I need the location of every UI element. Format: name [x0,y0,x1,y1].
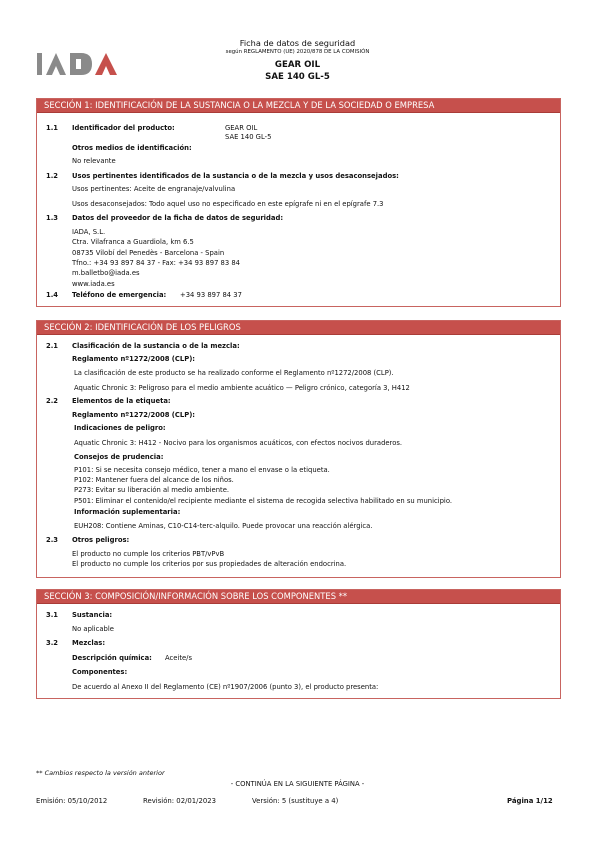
item-label: Teléfono de emergencia: [72,291,167,299]
text-line: EUH208: Contiene Aminas, C10-C14-terc-alquilo. Puede provocar una reacción alérgica. [74,522,373,530]
text-line: P102: Mantener fuera del alcance de los niños. [74,476,234,484]
text-line: Aquatic Chronic 3: Peligroso para el medio ambiente acuático — Peligro crónico, categoría 3, H412 [74,384,410,392]
product-name-line1: GEAR OIL [274,60,321,70]
subheading: Reglamento nº1272/2008 (CLP): [72,355,196,363]
item-number: 3.1 [46,611,59,619]
text-line: Usos desaconsejados: Todo aquel uso no especificado en este epígrafe ni en el epígrafe 7.3 [72,200,384,208]
section-1-heading: SECCIÓN 1: IDENTIFICACIÓN DE LA SUSTANCIA O LA MEZCLA Y DE LA SOCIEDAD O EMPRESA [37,99,560,113]
item-number: 1.2 [46,172,59,180]
item-number: 2.3 [46,536,59,544]
item-label: Identificador del producto: [72,124,175,132]
item-label: Otros peligros: [72,536,130,544]
supplier-email[interactable]: m.balletbo@iada.es [72,269,140,277]
item-label: Usos pertinentes identificados de la sustancia o de la mezcla y usos desaconsejados: [72,172,399,180]
item-label: Elementos de la etiqueta: [72,397,171,405]
text-line: P273: Evitar su liberación al medio ambiente. [74,486,230,494]
chem-description-value: Aceite/s [165,654,193,662]
product-name-line2: SAE 140 GL-5 [265,72,330,82]
product-value-1: GEAR OIL [225,124,258,132]
item-label: Mezclas: [72,639,106,647]
page-number: Página 1/12 [507,797,553,805]
item-label: Sustancia: [72,611,113,619]
supplier-line: Tfno.: +34 93 897 84 37 - Fax: +34 93 897 83 84 [72,259,241,267]
subheading: Descripción química: [72,654,152,662]
subheading: Información suplementaria: [74,508,181,516]
regulation-subtitle: según REGLAMENTO (UE) 2020/878 DE LA COMISIÓN [225,49,370,55]
text-line: El producto no cumple los criterios PBT/vPvB [72,550,225,558]
item-number: 2.1 [46,342,59,350]
product-value-2: SAE 140 GL-5 [225,133,272,141]
subheading: Otros medios de identificación: [72,144,192,152]
supplier-line: Ctra. Vilafranca a Guardiola, km 6.5 [72,238,194,246]
revision-date: Revisión: 02/01/2023 [143,797,217,805]
item-label: Datos del proveedor de la ficha de datos de seguridad: [72,214,284,222]
changes-note: ** Cambios respecto la versión anterior [36,769,165,777]
text-line: No aplicable [72,625,114,633]
text-line: Usos pertinentes: Aceite de engranaje/valvulina [72,185,236,193]
subheading: Indicaciones de peligro: [74,424,166,432]
iada-logo [37,52,129,76]
supplier-line: IADA, S.L. [72,228,106,236]
subheading: Reglamento nº1272/2008 (CLP): [72,411,196,419]
text-line: De acuerdo al Anexo II del Reglamento (CE) nº1907/2006 (punto 3), el producto presenta: [72,683,379,691]
text-line: No relevante [72,157,116,165]
supplier-website[interactable]: www.iada.es [72,280,115,288]
supplier-line: 08735 Vilobí del Penedès - Barcelona - Spain [72,249,225,257]
subheading: Componentes: [72,668,128,676]
item-number: 2.2 [46,397,59,405]
emergency-phone: +34 93 897 84 37 [180,291,242,299]
item-number: 1.1 [46,124,59,132]
section-2-heading: SECCIÓN 2: IDENTIFICACIÓN DE LOS PELIGROS [37,321,560,335]
continue-notice: - CONTINÚA EN LA SIGUIENTE PÁGINA - [230,780,365,788]
document-title: Ficha de datos de seguridad [239,38,356,48]
subheading: Consejos de prudencia: [74,453,164,461]
item-number: 3.2 [46,639,59,647]
text-line: Aquatic Chronic 3: H412 - Nocivo para los organismos acuáticos, con efectos nocivos duraderos. [74,439,403,447]
version-info: Versión: 5 (sustituye a 4) [252,797,339,805]
item-number: 1.4 [46,291,59,299]
text-line: P501: Eliminar el contenido/el recipiente mediante el sistema de recogida selectiva habilitado en su municipio. [74,497,453,505]
text-line: P101: Si se necesita consejo médico, tener a mano el envase o la etiqueta. [74,466,330,474]
section-3-heading: SECCIÓN 3: COMPOSICIÓN/INFORMACIÓN SOBRE LOS COMPONENTES ** [37,590,560,604]
item-number: 1.3 [46,214,59,222]
issue-date: Emisión: 05/10/2012 [36,797,108,805]
text-line: La clasificación de este producto se ha realizado conforme el Reglamento nº1272/2008 (CLP). [74,369,394,377]
text-line: El producto no cumple los criterios por sus propiedades de alteración endocrina. [72,560,347,568]
item-label: Clasificación de la sustancia o de la mezcla: [72,342,240,350]
product-name [160,59,435,83]
